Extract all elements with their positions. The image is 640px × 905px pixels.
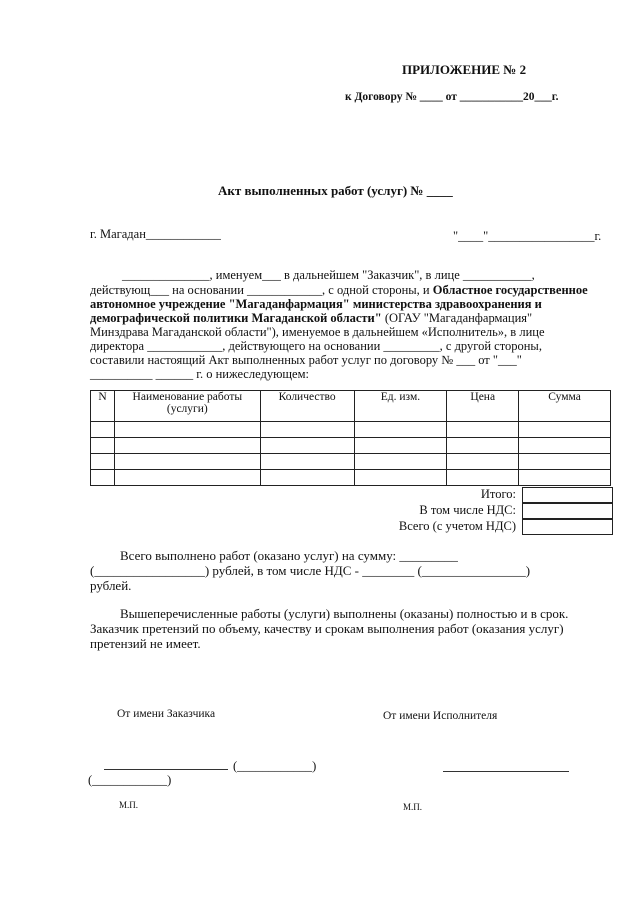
total-value-box[interactable] [522,487,613,503]
customer-name-paren-1: (____________) [233,759,317,773]
table-cell[interactable] [91,422,115,438]
claims-line-1: Вышеперечисленные работы (услуги) выполнены (оказаны) полностью и в срок. [120,606,569,621]
table-cell[interactable] [447,470,519,486]
col-price: Цена [447,391,519,422]
table-cell[interactable] [114,422,260,438]
intro-line-4-text: (ОГАУ "Магаданфармация" [381,311,533,325]
table-row [91,454,611,470]
table-cell[interactable] [260,454,354,470]
table-cell[interactable] [91,454,115,470]
customer-signature-line [104,769,228,770]
table-cell[interactable] [519,438,611,454]
table-row [91,470,611,486]
date-field: "____"_________________г. [453,229,602,243]
total-with-vat-label: Всего (с учетом НДС) [398,519,516,533]
table-cell[interactable] [447,438,519,454]
contractor-signature-label: От имени Исполнителя [383,710,498,722]
claims-line-3: претензий не имеет. [90,636,201,651]
contractor-signature-line [443,771,569,772]
intro-line-5: Минздрава Магаданской области"), именуемое в дальнейшем «Исполнитель», в лице [90,325,545,339]
intro-line-7: составили настоящий Акт выполненных работ услуг по договору № ___ от "___" [90,353,522,367]
col-quantity: Количество [260,391,354,422]
sum-line-3: рублей. [90,578,132,593]
table-cell[interactable] [447,454,519,470]
col-work-name: Наименование работы (услуги) [114,391,260,422]
table-row [91,438,611,454]
contractor-stamp-mark: М.П. [403,802,423,812]
document-title: Акт выполненных работ (услуг) № ____ [218,183,453,198]
intro-line-4 [90,311,532,326]
city-field: г. Магадан____________ [90,227,221,241]
col-unit: Ед. изм. [354,391,447,422]
table-cell[interactable] [354,438,447,454]
total-with-vat-value-box[interactable] [522,519,613,535]
table-cell[interactable] [260,438,354,454]
table-cell[interactable] [519,470,611,486]
customer-signature-label: От имени Заказчика [117,708,216,720]
sum-line-2: (_________________) рублей, в том числе НДС - ________ (________________) [90,563,531,578]
table-cell[interactable] [354,454,447,470]
table-cell[interactable] [354,470,447,486]
table-cell[interactable] [260,422,354,438]
table-cell[interactable] [519,454,611,470]
vat-value-box[interactable] [522,503,613,519]
table-cell[interactable] [354,422,447,438]
intro-line-2-text: действующ___ на основании ____________, с одной стороны, и [90,283,433,297]
intro-line-6: директора ____________, действующего на основании _________, с другой стороны, [90,339,542,353]
intro-line-3: автономное учреждение "Магаданфармация" министерства здравоохранения и [90,297,542,311]
table-cell[interactable] [260,470,354,486]
customer-name-paren-2: (____________) [88,773,172,787]
table-cell[interactable] [114,470,260,486]
intro-line-1: ______________, именуем___ в дальнейшем "Заказчик", в лице ___________, [122,268,535,282]
contract-reference: к Договору № ____ от ___________20___г. [345,91,559,103]
intro-line-4-bold: демографической политики Магаданской области" [90,311,382,325]
vat-label: В том числе НДС: [419,503,516,517]
intro-line-8: __________ ______ г. о нижеследующем: [90,367,309,381]
claims-line-2: Заказчик претензий по объему, качеству и срокам выполнения работ (оказания услуг) [90,621,564,636]
table-cell[interactable] [114,454,260,470]
table-cell[interactable] [91,438,115,454]
appendix-heading: ПРИЛОЖЕНИЕ № 2 [402,62,527,77]
sum-line-1: Всего выполнено работ (оказано услуг) на сумму: _________ [120,548,458,563]
intro-line-2-bold: Областное государственное [432,283,588,297]
table-cell[interactable] [91,470,115,486]
table-row [91,422,611,438]
table-cell[interactable] [114,438,260,454]
intro-line-2 [90,283,588,298]
table-header-row [91,391,611,422]
col-number: N [91,391,115,422]
table-cell[interactable] [519,422,611,438]
works-table [90,390,611,486]
table-cell[interactable] [447,422,519,438]
total-label: Итого: [480,487,516,501]
customer-stamp-mark: М.П. [119,800,139,810]
col-sum: Сумма [519,391,611,422]
